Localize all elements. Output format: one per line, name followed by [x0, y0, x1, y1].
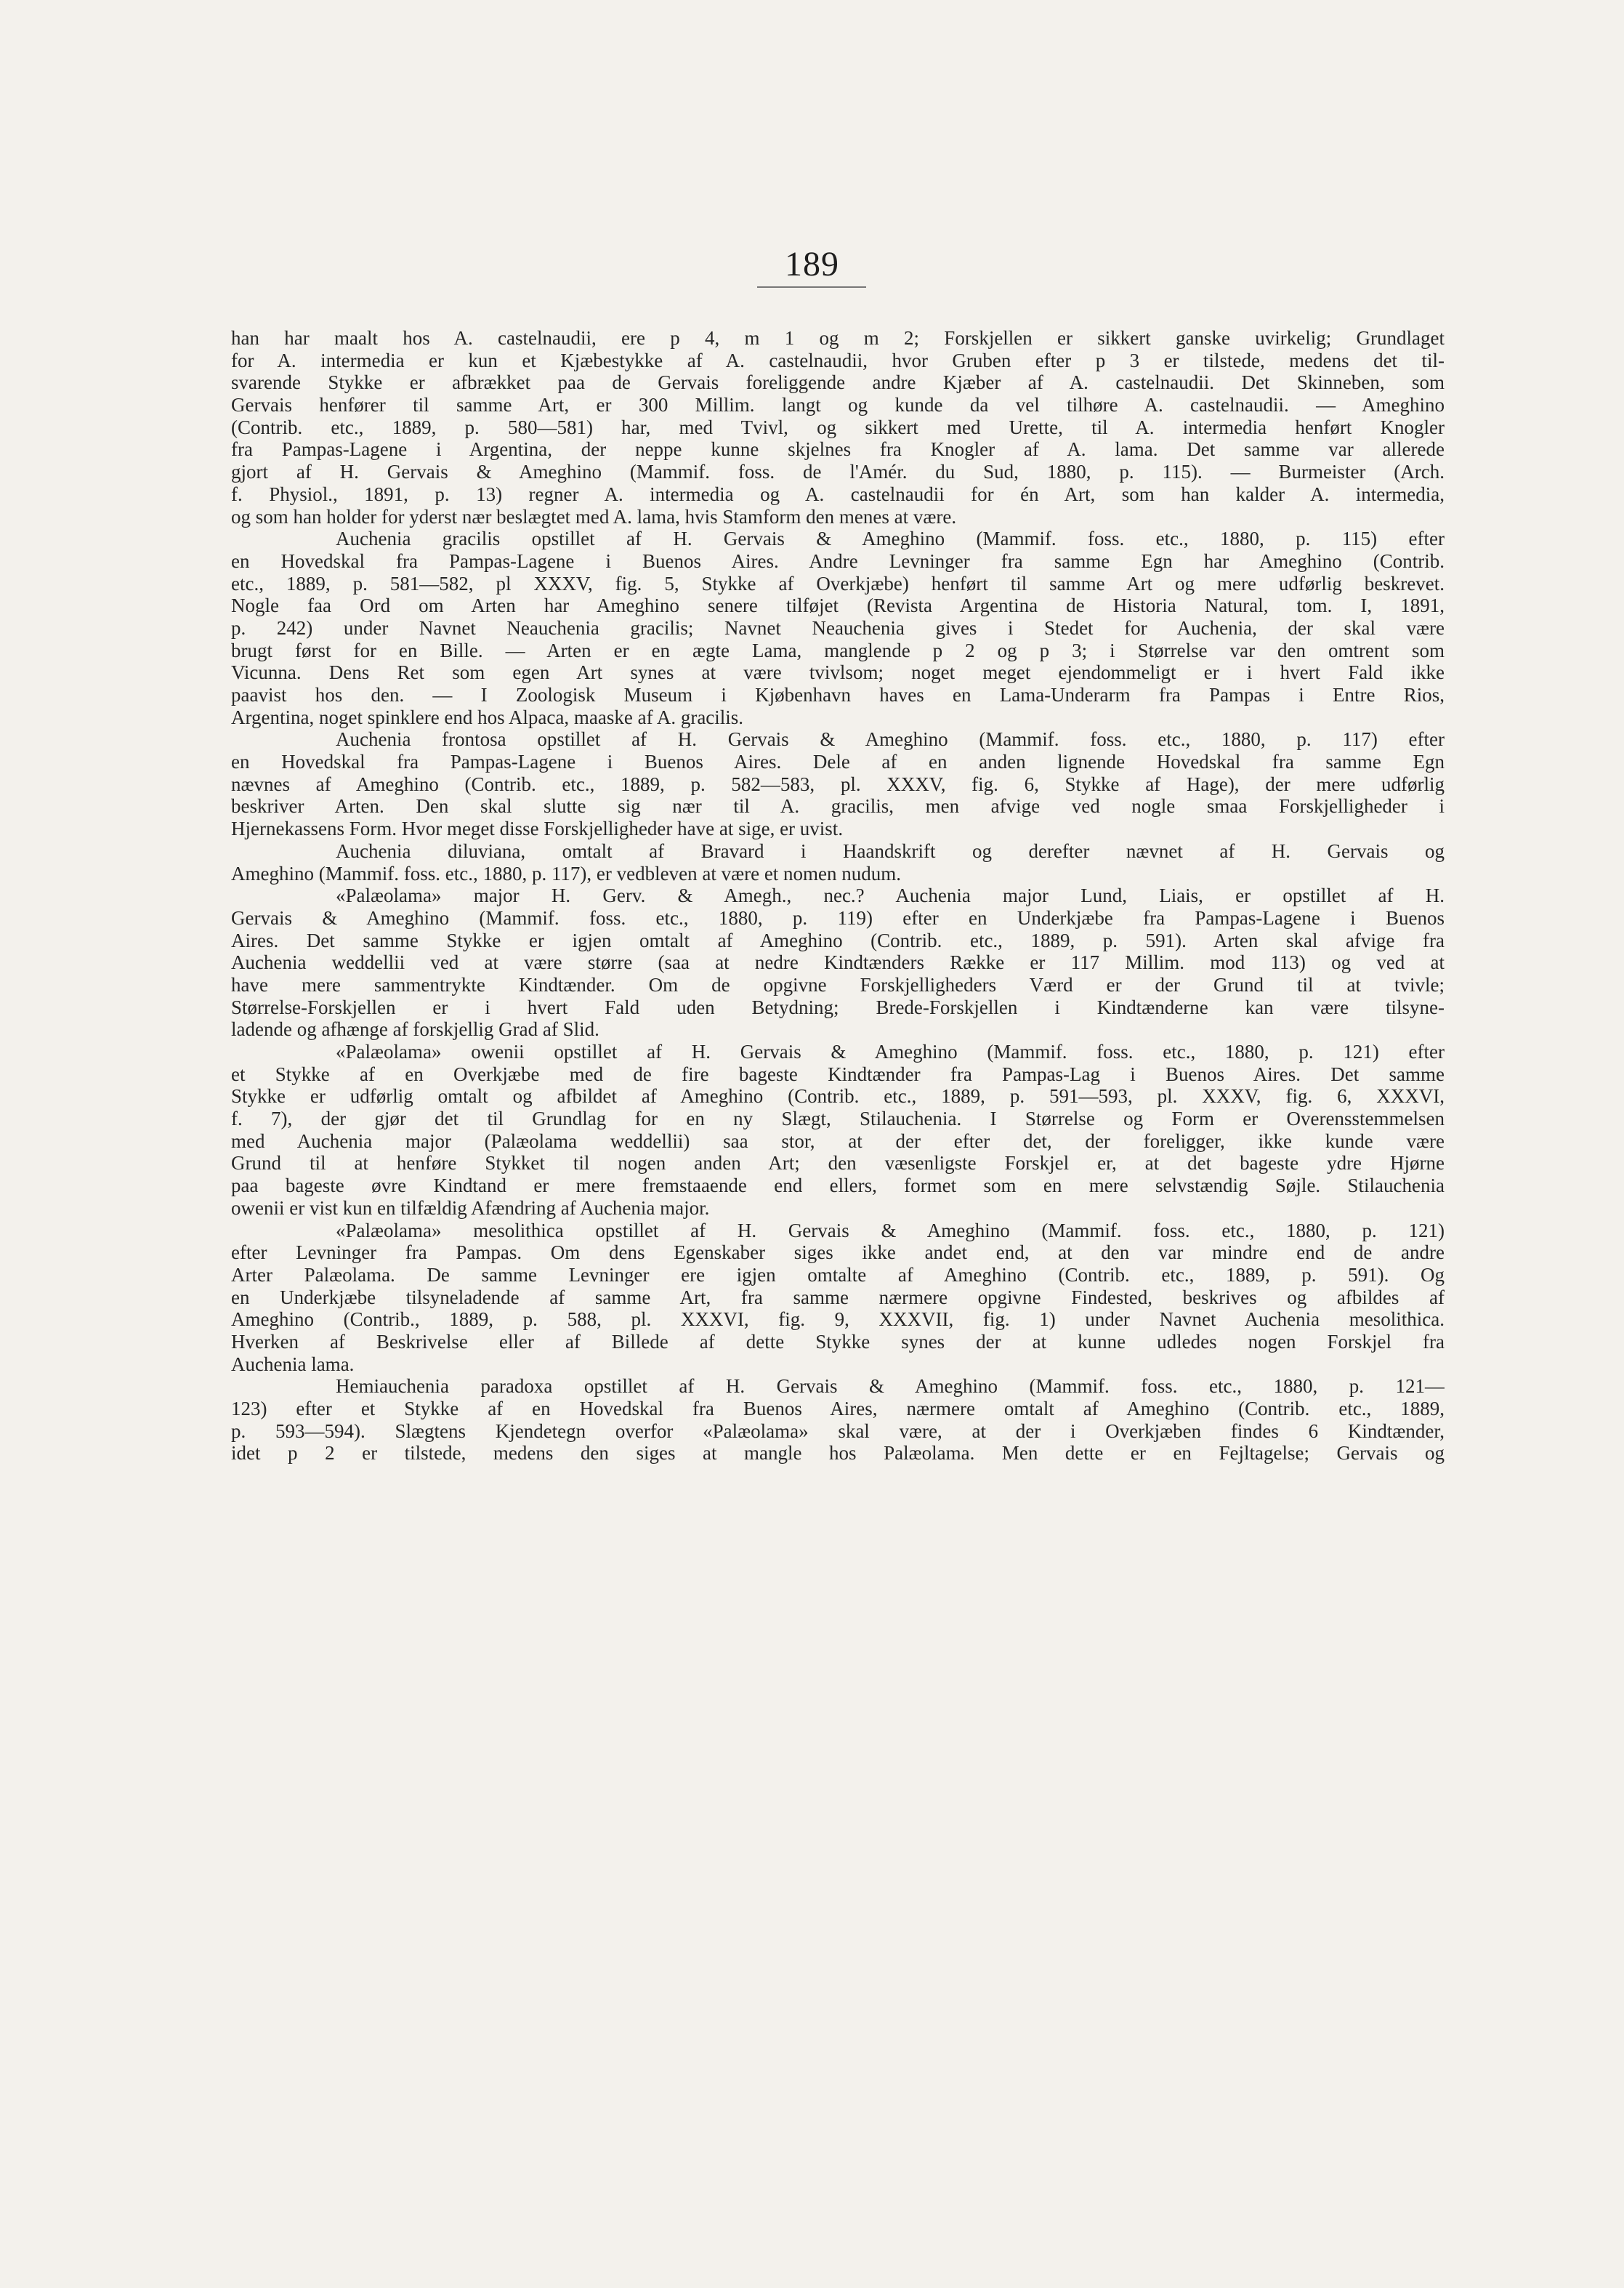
text-line: «Palæolama» major H. Gerv. & Amegh., nec.? Auchenia major Lund, Liais, er opstillet af H.	[336, 885, 1445, 907]
text-line: for A. intermedia er kun et Kjæbestykke af A. castelnaudii, hvor Gruben efter p 3 er tilstede, medens det til-	[231, 349, 1445, 371]
text-line: Ameghino (Contrib., 1889, p. 588, pl. XXXVI, fig. 9, XXXVII, fig. 1) under Navnet Auchenia mesolithica.	[231, 1308, 1445, 1331]
text-line: fra Pampas-Lagene i Argentina, der neppe kunne skjelnes fra Knogler af A. lama. Det samme var allerede	[231, 438, 1445, 461]
text-line: et Stykke af en Overkjæbe med de fire bageste Kindtænder fra Pampas-Lag i Buenos Aires. Det samme	[231, 1063, 1445, 1085]
text-line: Gervais henfører til samme Art, er 300 Millim. langt og kunde da vel tilhøre A. castelnaudii. — Ameghino	[231, 394, 1445, 416]
text-line: gjort af H. Gervais & Ameghino (Mammif. foss. de l'Amér. du Sud, 1880, p. 115). — Burmeister (Arch.	[231, 461, 1445, 483]
text-line: Hjernekassens Form. Hvor meget disse Forskjelligheder have at sige, er uvist.	[231, 818, 844, 840]
text-line: efter Levninger fra Pampas. Om dens Egenskaber siges ikke andet end, at den var mindre end de andre	[231, 1241, 1445, 1264]
text-line: Størrelse-Forskjellen er i hvert Fald uden Betydning; Brede-Forskjellen i Kindtænderne kan være tilsyne-	[231, 996, 1445, 1018]
text-line: Hverken af Beskrivelse eller af Billede af dette Stykke synes der at kunne udledes nogen Forskjel fra	[231, 1330, 1445, 1353]
text-line: p. 593—594). Slægtens Kjendetegn overfor «Palæolama» skal være, at der i Overkjæben findes 6 Kindtænder,	[231, 1419, 1445, 1442]
text-line: Stykke er udførlig omtalt og afbildet af Ameghino (Contrib. etc., 1889, p. 591—593, pl. XXXV, fig. 6, XXXVI,	[231, 1085, 1445, 1108]
text-line: Nogle faa Ord om Arten har Ameghino senere tilføjet (Revista Argentina de Historia Natural, tom. I, 1891,	[231, 595, 1445, 617]
text-line: en Underkjæbe tilsyneladende af samme Art, fra samme nærmere opgivne Findested, beskrives og afbildes af	[231, 1286, 1445, 1308]
text-line: svarende Stykke er afbrækket paa de Gervais foreliggende andre Kjæber af A. castelnaudii. Det Skinneben, som	[231, 371, 1445, 394]
text-line: owenii er vist kun en tilfældig Afændring af Auchenia major.	[231, 1196, 710, 1219]
text-line: Auchenia weddellii ved at være større (saa at nedre Kindtænders Række er 117 Millim. mod 113) og ved at	[231, 951, 1445, 974]
text-line: have mere sammentrykte Kindtænder. Om de opgivne Forskjelligheders Værd er der Grund til at tvivle;	[231, 973, 1445, 996]
page-number-underline	[757, 286, 866, 288]
text-line: Hemiauchenia paradoxa opstillet af H. Gervais & Ameghino (Mammif. foss. etc., 1880, p. 121—	[336, 1375, 1445, 1398]
text-line: Ameghino (Mammif. foss. etc., 1880, p. 117), er vedbleven at være et nomen nudum.	[231, 862, 902, 885]
text-line: Aires. Det samme Stykke er igjen omtalt af Ameghino (Contrib. etc., 1889, p. 591). Arten skal afvige fra	[231, 929, 1445, 951]
text-line: ladende og afhænge af forskjellig Grad af Slid.	[231, 1018, 599, 1041]
text-line: Arter Palæolama. De samme Levninger ere igjen omtalte af Ameghino (Contrib. etc., 1889, p. 591). Og	[231, 1263, 1445, 1286]
text-line: og som han holder for yderst nær beslægtet med A. lama, hvis Stamform den menes at være.	[231, 505, 957, 528]
text-line: paavist hos den. — I Zoologisk Museum i Kjøbenhavn haves en Lama-Underarm fra Pampas i Entre Rios,	[231, 684, 1445, 706]
text-line: Argentina, noget spinklere end hos Alpaca, maaske af A. gracilis.	[231, 706, 744, 728]
text-line: idet p 2 er tilstede, medens den siges at mangle hos Palæolama. Men dette er en Fejltagelse; Gervais og	[231, 1442, 1445, 1465]
text-line: han har maalt hos A. castelnaudii, ere p 4, m 1 og m 2; Forskjellen er sikkert ganske uvirkelig; Grundlaget	[231, 327, 1445, 349]
text-line: p. 242) under Navnet Neauchenia gracilis; Navnet Neauchenia gives i Stedet for Auchenia, der skal være	[231, 616, 1445, 639]
text-line: Grund til at henføre Stykket til nogen anden Art; den væsenligste Forskjel er, at det bageste ydre Hjørne	[231, 1152, 1445, 1175]
text-line: Auchenia frontosa opstillet af H. Gervais & Ameghino (Mammif. foss. etc., 1880, p. 117) efter	[336, 728, 1445, 751]
text-line: brugt først for en Bille. — Arten er en ægte Lama, manglende p 2 og p 3; i Størrelse var den omtrent som	[231, 639, 1445, 661]
text-line: etc., 1889, p. 581—582, pl XXXV, fig. 5, Stykke af Overkjæbe) henført til samme Art og mere udførlig beskrevet.	[231, 572, 1445, 595]
text-line: (Contrib. etc., 1889, p. 580—581) har, med Tvivl, og sikkert med Urette, til A. intermedia henført Knogler	[231, 416, 1445, 438]
text-line: en Hovedskal fra Pampas-Lagene i Buenos Aires. Dele af en anden lignende Hovedskal fra samme Egn	[231, 751, 1445, 773]
text-line: Auchenia diluviana, omtalt af Bravard i Haandskrift og derefter nævnet af H. Gervais og	[336, 839, 1445, 862]
text-line: Vicunna. Dens Ret som egen Art synes at være tvivlsom; noget meget ejendommeligt er i hvert Fald ikke	[231, 661, 1445, 684]
page-number: 189	[785, 245, 839, 283]
text-line: Auchenia gracilis opstillet af H. Gervais & Ameghino (Mammif. foss. etc., 1880, p. 115) efter	[336, 528, 1445, 550]
text-line: Gervais & Ameghino (Mammif. foss. etc., 1880, p. 119) efter en Underkjæbe fra Pampas-Lagene i Buenos	[231, 906, 1445, 929]
text-line: med Auchenia major (Palæolama weddellii) saa stor, at der efter det, der foreligger, ikke kunde være	[231, 1129, 1445, 1152]
text-line: Auchenia lama.	[231, 1353, 355, 1375]
text-line: 123) efter et Stykke af en Hovedskal fra Buenos Aires, nærmere omtalt af Ameghino (Contrib. etc., 1889,	[231, 1398, 1445, 1419]
body-text	[231, 327, 1445, 1465]
text-line: f. Physiol., 1891, p. 13) regner A. intermedia og A. castelnaudii for én Art, som han kalder A. intermedia,	[231, 483, 1445, 505]
text-line: f. 7), der gjør det til Grundlag for en ny Slægt, Stilauchenia. I Størrelse og Form er Overensstemmelsen	[231, 1108, 1445, 1130]
text-line: «Palæolama» owenii opstillet af H. Gervais & Ameghino (Mammif. foss. etc., 1880, p. 121) efter	[336, 1041, 1445, 1063]
text-line: nævnes af Ameghino (Contrib. etc., 1889, p. 582—583, pl. XXXV, fig. 6, Stykke af Hage), der mere udførlig	[231, 773, 1445, 795]
text-line: «Palæolama» mesolithica opstillet af H. Gervais & Ameghino (Mammif. foss. etc., 1880, p. 121)	[336, 1219, 1445, 1241]
text-line: beskriver Arten. Den skal slutte sig nær til A. gracilis, men afvige ved nogle smaa Forskjelligheder i	[231, 795, 1445, 818]
text-line: en Hovedskal fra Pampas-Lagene i Buenos Aires. Andre Levninger fra samme Egn har Ameghino (Contrib.	[231, 549, 1445, 572]
text-line: paa bageste øvre Kindtand er mere fremstaaende end ellers, formet som en mere selvstændig Søjle. Stilauchenia	[231, 1175, 1445, 1197]
